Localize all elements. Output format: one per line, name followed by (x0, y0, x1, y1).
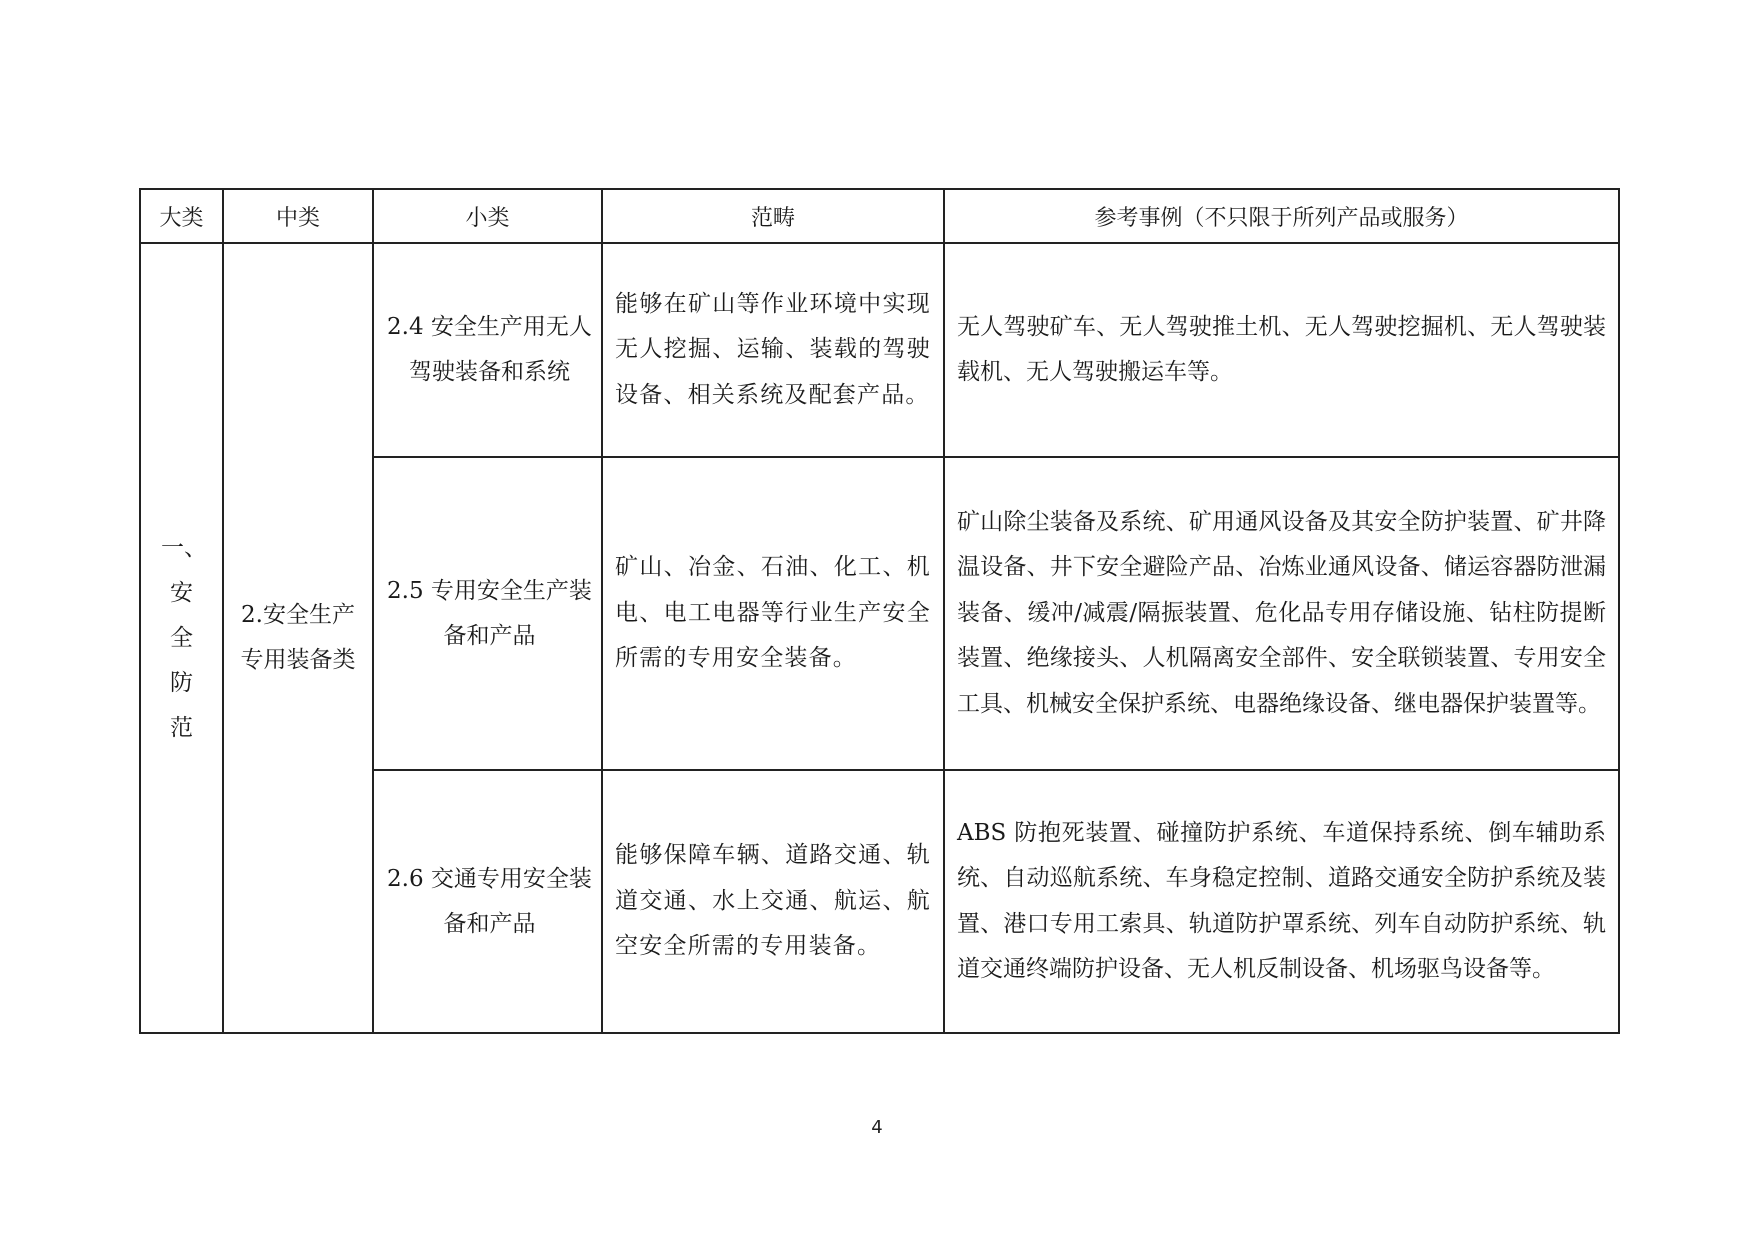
header-scope: 范畴 (602, 189, 944, 243)
examples-text: ABS 防抱死装置、碰撞防护系统、车道保持系统、倒车辅助系统、自动巡航系统、车身稳定控制、道路交通安全防护系统及装置、港口专用工索具、轨道防护罩系统、列车自动防护系统、轨道交通终端防护设备、无人机反制设备、机场驱鸟设备等。 (957, 819, 1606, 982)
catalog-table (139, 188, 1620, 1034)
page-number: 4 (871, 1117, 883, 1138)
major-category: 一、安全防范 (161, 534, 207, 741)
scope-cell (602, 770, 944, 1033)
scope-text: 能够保障车辆、道路交通、轨道交通、水上交通、航运、航空安全所需的专用装备。 (615, 842, 931, 960)
header-minor: 小类 (373, 189, 602, 243)
minor-category-cell (373, 243, 602, 457)
scope-cell (602, 457, 944, 770)
minor-category: 2.4 安全生产用无人驾驶装备和系统 (387, 314, 592, 385)
examples-text: 无人驾驶矿车、无人驾驶推土机、无人驾驶挖掘机、无人驾驶装载机、无人驾驶搬运车等。 (957, 313, 1606, 385)
table-row (140, 243, 1619, 457)
minor-category: 2.6 交通专用安全装备和产品 (387, 865, 592, 937)
minor-category: 2.5 专用安全生产装备和产品 (387, 577, 592, 649)
mid-category-cell (223, 243, 373, 1033)
examples-cell (944, 243, 1619, 457)
examples-text: 矿山除尘装备及系统、矿用通风设备及其安全防护装置、矿井降温设备、井下安全避险产品、冶炼业通风设备、储运容器防泄漏装备、缓冲/减震/隔振装置、危化品专用存储设施、钻柱防提断装置、绝缘接头、人机隔离安全部件、安全联锁装置、专用安全工具、机械安全保护系统、电器绝缘设备、继电器保护装置等。 (957, 508, 1606, 717)
mid-category: 2.安全生产专用装备类 (240, 602, 356, 673)
minor-category-cell (373, 457, 602, 770)
major-category-cell (140, 243, 223, 1033)
header-mid: 中类 (223, 189, 373, 243)
examples-cell (944, 770, 1619, 1033)
header-row (140, 189, 1619, 243)
scope-text: 能够在矿山等作业环境中实现无人挖掘、运输、装载的驾驶设备、相关系统及配套产品。 (615, 290, 931, 408)
scope-cell (602, 243, 944, 457)
examples-cell (944, 457, 1619, 770)
header-examples: 参考事例（不只限于所列产品或服务） (944, 189, 1619, 243)
header-major: 大类 (140, 189, 223, 243)
minor-category-cell (373, 770, 602, 1033)
scope-text: 矿山、冶金、石油、化工、机电、电工电器等行业生产安全所需的专用安全装备。 (615, 554, 931, 672)
